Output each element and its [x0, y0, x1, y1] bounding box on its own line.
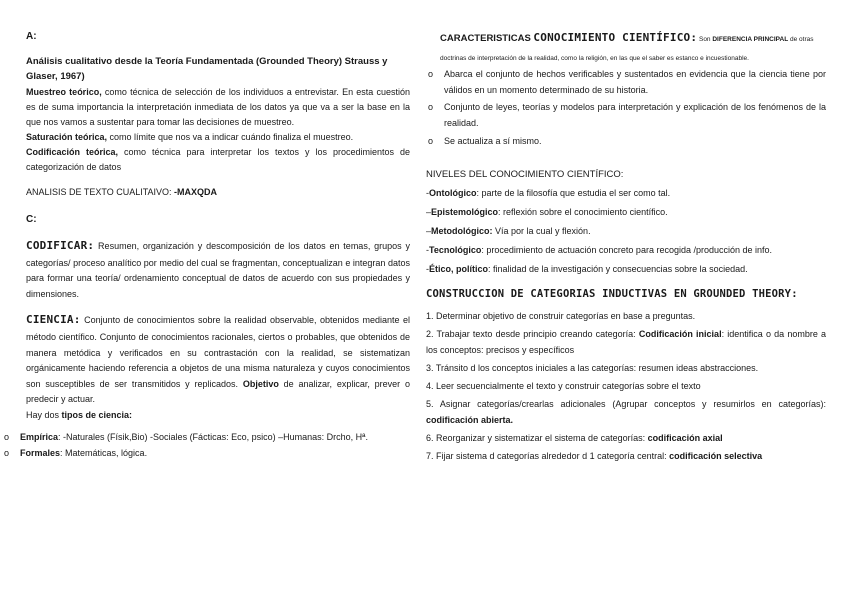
list-item — [426, 203, 826, 222]
tipo-label: Empírica — [20, 432, 59, 443]
grounded-theory-title: Análisis cualitativo desde la Teoría Fundamentada (Grounded Theory) Strauss y Glaser, 1967) — [26, 55, 388, 82]
muestreo-text: como técnica de selección de los individuos a entrevistar. En esta cuestión es de suma importancia la interpretación inmediata de los datos ya que va a ser la base en la que nos vamos a sustentar para tomar las decisiones de muestreo. — [26, 86, 411, 128]
nivel-label: Epistemológico — [431, 206, 499, 217]
tipos-label: tipos de ciencia: — [61, 409, 133, 420]
car-small-post: de otras doctrinas de interpretación de la realidad, como la religión, en las que el saber es estanco e incuestionable. — [440, 36, 814, 62]
step-bold: codificación selectiva — [669, 450, 763, 461]
nivel-text: : parte de la filosofía que estudia el ser como tal. — [476, 187, 671, 198]
nivel-label: Tecnológico — [429, 244, 482, 255]
list-item — [426, 308, 826, 324]
saturacion-text: como límite que nos va a indicar cuándo finaliza el muestreo. — [107, 132, 354, 143]
car-small-pre: Son — [697, 36, 713, 43]
list-item — [426, 184, 826, 203]
tipos-text: Hay dos — [26, 409, 62, 420]
tipo-label: Formales — [20, 447, 61, 458]
codificacion-text: como técnica para interpretar los textos y los procedimientos de categorización de datos — [26, 147, 410, 173]
muestreo-label: Muestreo teórico, — [26, 86, 102, 97]
nivel-text: : procedimiento de actuación concreto para recogida /producción de info. — [481, 244, 773, 255]
tipos-list — [2, 432, 410, 459]
list-item — [426, 448, 826, 464]
step-bold: Codificación inicial — [638, 328, 722, 339]
diferencia-principal-label: DIFERENCIA PRINCIPAL — [712, 36, 789, 43]
list-item: o Conjunto de leyes, teorías y modelos para interpretación y explicación de los fenómenos de la realidad. — [426, 100, 826, 132]
right-column — [426, 0, 826, 464]
ciencia-label: CIENCIA: — [26, 313, 81, 327]
analisis-text: ANALISIS DE TEXTO CUALITAIVO: — [26, 186, 175, 197]
left-column — [20, 0, 411, 459]
list-item — [426, 430, 826, 446]
list-item — [2, 448, 410, 460]
step-text: 4. Leer secuencialmente el texto y construir categorías sobre el texto — [426, 380, 701, 391]
nivel-text: Vía por la cual y flexión. — [492, 225, 591, 236]
conocimiento-cientifico-label: CONOCIMIENTO CIENTÍFICO: — [533, 31, 698, 44]
list-item — [426, 326, 826, 358]
ciencia-paragraph — [26, 311, 410, 407]
codificar-paragraph — [26, 237, 410, 302]
objetivo-text: de analizar, explicar, prever o predecir y actuar. — [26, 378, 410, 405]
nivel-text: : reflexión sobre el conocimiento científico. — [498, 206, 668, 217]
muestreo-paragraph — [26, 85, 410, 130]
niveles-list — [426, 184, 826, 279]
codificacion-paragraph — [26, 145, 410, 175]
heading-c: C: — [26, 213, 37, 225]
niveles-heading: NIVELES DEL CONOCIMIENTO CIENTÍFICO: — [426, 168, 624, 180]
step-text: 7. Fijar sistema d categorías alrededor d 1 categoría central: — [426, 450, 670, 461]
nivel-text: : finalidad de la investigación y consecuencias sobre la sociedad. — [488, 263, 748, 274]
step-text: 5. Asignar categorías/crearlas adicionales (Agrupar conceptos y resumirlos en categorías): — [426, 398, 826, 409]
saturacion-label: Saturación teórica, — [26, 132, 108, 143]
saturacion-paragraph — [26, 130, 410, 145]
codificar-label: CODIFICAR: — [26, 239, 95, 253]
list-item — [426, 378, 826, 394]
analisis-line — [26, 186, 410, 199]
caracteristicas-label: CARACTERISTICAS — [440, 33, 534, 44]
step-text: 6. Reorganizar y sistematizar el sistema de categorías: — [426, 432, 648, 443]
step-text: 3. Tránsito d los conceptos iniciales a las categorías: resumen ideas abstracciones. — [426, 362, 759, 373]
steps-list — [426, 308, 826, 464]
list-item: o Se actualiza a sí mismo. — [426, 134, 826, 150]
nivel-prefix: – — [426, 225, 432, 236]
step-bold: codificación abierta. — [426, 414, 514, 425]
nivel-prefix: - — [426, 244, 429, 255]
list-item — [426, 260, 826, 279]
caracteristicas-list — [426, 67, 826, 150]
step-bold: codificación axial — [647, 432, 723, 443]
tipo-text: : Matemáticas, lógica. — [60, 447, 148, 458]
nivel-label: Ontológico — [429, 187, 477, 198]
nivel-label: Ético, político — [429, 263, 489, 274]
tipos-line — [26, 408, 410, 422]
codificacion-label: Codificación teórica, — [26, 147, 119, 158]
nivel-label: Metodológico: — [431, 225, 493, 236]
nivel-prefix: – — [426, 206, 432, 217]
caracteristicas-paragraph — [426, 28, 826, 66]
step-text: 1. Determinar objetivo de construir categorías en base a preguntas. — [426, 310, 696, 321]
list-item — [426, 360, 826, 376]
tipo-text: : -Naturales (Físik,Bio) -Sociales (Fácticas: Eco, psico) –Humanas: Drcho, Hª. — [58, 432, 368, 443]
list-item — [426, 241, 826, 260]
list-item — [426, 222, 826, 241]
list-item — [426, 396, 826, 428]
maxqda-label: -MAXQDA — [174, 186, 218, 197]
nivel-prefix: - — [426, 187, 429, 198]
nivel-prefix: - — [426, 263, 429, 274]
codificar-text: Resumen, organización y descomposición de los datos en temas, grupos y categorías/ proceso analítico por medio del cual se fragmentan, conceptualizan e integran datos para formar una teoría/ ordenamiento conceptual de datos de acuerdo con sus propiedades y dimensiones. — [26, 241, 410, 299]
objetivo-label: Objetivo — [242, 378, 279, 389]
list-item — [2, 432, 410, 444]
list-item: o Abarca el conjunto de hechos verificables y sustentados en evidencia que la ciencia tiene por válidos en un momento determinado de su historia. — [426, 67, 826, 99]
step-post: : identifica o da nombre a los conceptos: precisos y específicos — [426, 328, 827, 355]
step-text: 2. Trabajar texto desde principio creando categoría: — [426, 328, 639, 339]
construccion-heading: CONSTRUCCION DE CATEGORIAS INDUCTIVAS EN GROUNDED THEORY: — [426, 287, 798, 300]
heading-a: A: — [26, 31, 37, 42]
ciencia-text: Conjunto de conocimientos sobre la realidad observable, obtenidos mediante el método científico. Conjunto de conocimientos racionales, ciertos o probables, que obtenidos de manera metódica y verificados en su contrastación con la realidad, se sistematizan orgánicamente haciendo referencia a objetos de una misma naturaleza y cuyos conocimientos son susceptibles de ser transmitidos y replicados. — [26, 315, 410, 389]
